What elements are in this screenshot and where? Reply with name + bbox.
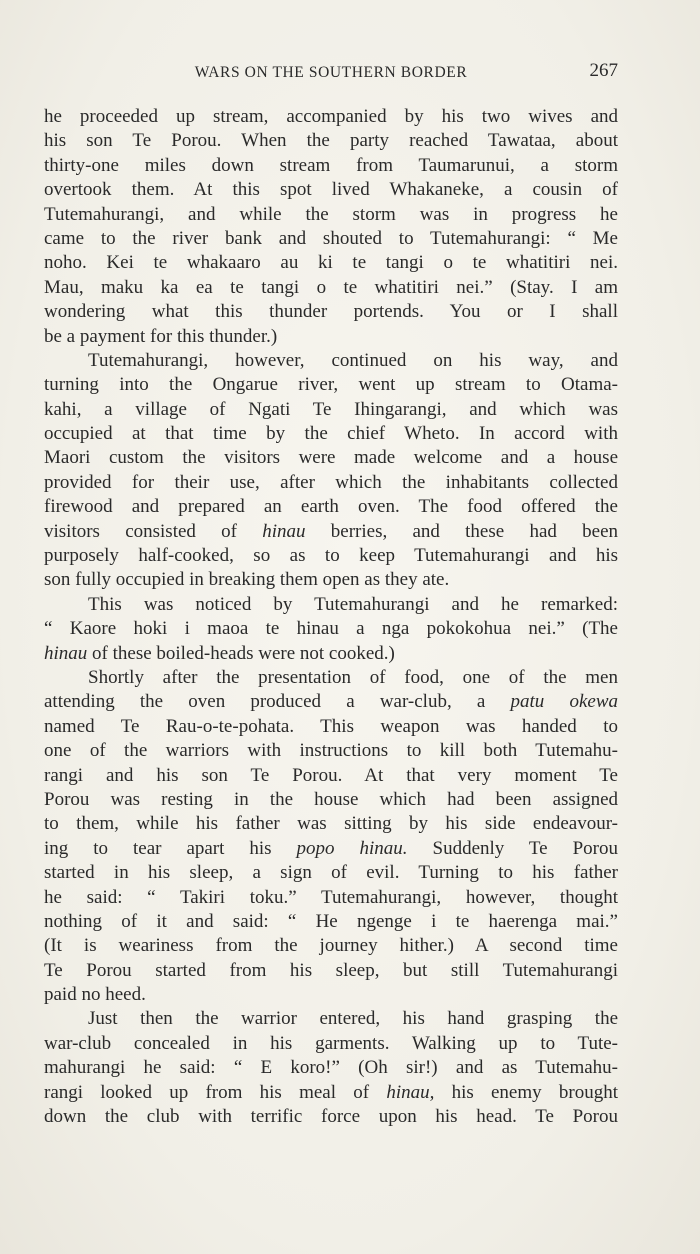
text-segment: Mau, maku ka ea te tangi o te whatitiri nei.” (Stay. I am (44, 276, 618, 298)
text-segment: Just then the warrior entered, his hand grasping the (88, 1008, 618, 1030)
text-segment: provided for their use, after which the inhabitants collected (44, 471, 618, 493)
text-line (44, 373, 618, 397)
text-line (44, 471, 618, 495)
text-line (44, 178, 618, 202)
text-line (44, 861, 618, 885)
text-line (44, 520, 618, 544)
text-segment: (It is weariness from the journey hither.) A second time (44, 935, 618, 957)
text-segment: be a payment for this thunder.) (44, 325, 278, 347)
page-number: 267 (589, 60, 618, 81)
text-line (44, 934, 618, 958)
text-line (44, 983, 618, 1007)
text-segment: Porou was resting in the house which had been assigned (44, 788, 618, 810)
text-line (44, 715, 618, 739)
text-line (44, 325, 618, 349)
text-line (44, 1081, 618, 1105)
text-segment: rangi looked up from his meal of (44, 1081, 387, 1103)
text-segment: purposely half-cooked, so as to keep Tutemahurangi and his (44, 545, 618, 567)
text-segment: paid no heed. (44, 984, 146, 1006)
text-segment: he said: “ Takiri toku.” Tutemahurangi, however, thought (44, 886, 618, 908)
text-line (44, 495, 618, 519)
running-head (44, 60, 618, 86)
text-segment: Tutemahurangi, and while the storm was in progress he (44, 203, 618, 225)
text-line (44, 300, 618, 324)
text-body (44, 105, 618, 1129)
text-line (44, 764, 618, 788)
text-line (44, 910, 618, 934)
text-segment: rangi and his son Te Porou. At that very moment Te (44, 764, 618, 786)
text-segment: kahi, a village of Ngati Te Ihingarangi, and which was (44, 398, 618, 420)
text-segment: Te Porou started from his sleep, but still Tutemahurangi (44, 959, 618, 981)
text-segment: Shortly after the presentation of food, one of the men (88, 666, 618, 688)
text-segment: to them, while his father was sitting by his side endeavour- (44, 813, 618, 835)
text-segment: “ Kaore hoki i maoa te hinau a nga pokokohua nei.” (The (44, 618, 618, 640)
text-segment: ing to tear apart his (44, 837, 297, 859)
text-segment: This was noticed by Tutemahurangi and he remarked: (88, 593, 618, 615)
text-segment: occupied at that time by the chief Wheto. In accord with (44, 423, 618, 445)
text-segment: nothing of it and said: “ He ngenge i te haerenga mai.” (44, 910, 618, 932)
text-segment: war-club concealed in his garments. Walking up to Tute- (44, 1032, 618, 1054)
italic-text: popo hinau. (296, 837, 408, 859)
text-segment: berries, and these had been (305, 520, 618, 542)
text-segment: down the club with terrific force upon his head. Te Porou (44, 1106, 618, 1128)
italic-text: hinau (262, 520, 306, 542)
running-title: WARS ON THE SOUTHERN BORDER (194, 64, 468, 81)
text-line (44, 568, 618, 592)
text-segment: firewood and prepared an earth oven. The food offered the (44, 496, 618, 518)
text-line (44, 422, 618, 446)
text-line (44, 276, 618, 300)
text-segment: mahurangi he said: “ E koro!” (Oh sir!) and as Tutemahu- (44, 1057, 618, 1079)
italic-text: hinau (44, 642, 88, 664)
text-line (44, 886, 618, 910)
text-line (44, 1105, 618, 1129)
text-segment: thirty-one miles down stream from Taumarunui, a storm (44, 154, 618, 176)
text-segment: wondering what this thunder portends. You or I shall (44, 301, 618, 323)
text-line (44, 105, 618, 129)
text-line (44, 251, 618, 275)
text-segment: named Te Rau-o-te-pohata. This weapon was handed to (44, 715, 618, 737)
text-segment: his son Te Porou. When the party reached Tawataa, about (44, 130, 618, 152)
text-line (44, 642, 618, 666)
text-line (44, 129, 618, 153)
text-line (44, 544, 618, 568)
text-line (44, 349, 618, 373)
text-segment: one of the warriors with instructions to kill both Tutemahu- (44, 740, 618, 762)
text-segment: Maori custom the visitors were made welcome and a house (44, 447, 618, 469)
text-segment: came to the river bank and shouted to Tutemahurangi: “ Me (44, 227, 618, 249)
text-segment: visitors consisted of (44, 520, 263, 542)
text-segment: attending the oven produced a war-club, a (44, 691, 511, 713)
text-segment: son fully occupied in breaking them open as they ate. (44, 569, 450, 591)
text-line (44, 666, 618, 690)
italic-text: patu okewa (510, 691, 618, 713)
text-line (44, 398, 618, 422)
text-segment: he proceeded up stream, accompanied by his two wives and (44, 106, 618, 127)
text-line (44, 1007, 618, 1031)
text-line (44, 593, 618, 617)
text-line (44, 837, 618, 861)
italic-text: hinau, (386, 1081, 435, 1103)
text-line (44, 690, 618, 714)
text-segment: Suddenly Te Porou (407, 837, 618, 859)
text-line (44, 446, 618, 470)
text-line (44, 959, 618, 983)
text-line (44, 739, 618, 763)
text-segment: Tutemahurangi, however, continued on his way, and (88, 349, 618, 371)
text-line (44, 1056, 618, 1080)
text-segment: turning into the Ongarue river, went up stream to Otama- (44, 374, 618, 396)
text-line (44, 154, 618, 178)
text-line (44, 617, 618, 641)
text-line (44, 203, 618, 227)
text-line (44, 788, 618, 812)
text-segment: started in his sleep, a sign of evil. Turning to his father (44, 862, 618, 884)
text-segment: of these boiled-heads were not cooked.) (87, 642, 395, 664)
text-segment: overtook them. At this spot lived Whakaneke, a cousin of (44, 179, 618, 201)
text-segment: noho. Kei te whakaaro au ki te tangi o te whatitiri nei. (44, 252, 618, 274)
text-line (44, 812, 618, 836)
text-line (44, 227, 618, 251)
text-segment: his enemy brought (434, 1081, 618, 1103)
text-line (44, 1032, 618, 1056)
